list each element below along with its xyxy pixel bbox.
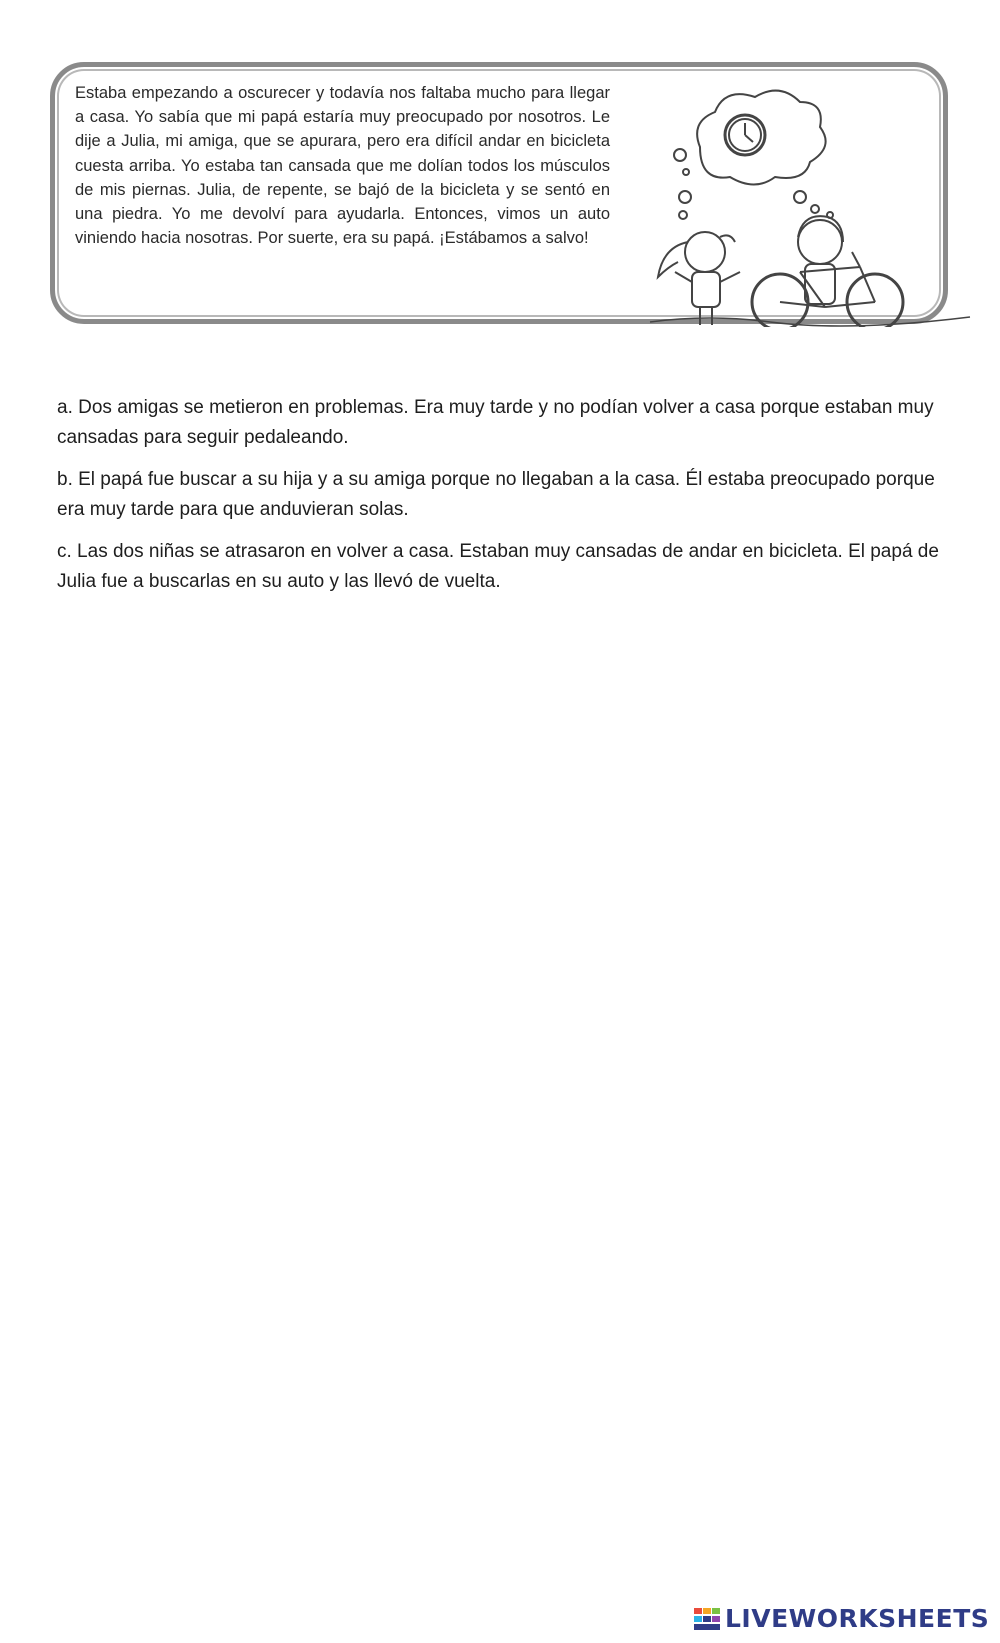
girls-with-bicycle-illustration [620,87,990,327]
option-c: c. Las dos niñas se atrasaron en volver a casa. Estaban muy cansadas de andar en bicicleta. El papá de Julia fue a buscarlas en su auto y las llevó de vuelta. [57,541,939,592]
option-a: a. Dos amigas se metieron en problemas. Era muy tarde y no podían volver a casa porque estaban muy cansadas para seguir pedaleando. [57,397,934,448]
liveworksheets-logo-icon [693,1604,721,1632]
option-b: b. El papá fue buscar a su hija y a su amiga porque no llegaban a la casa. Él estaba preocupado porque era muy tarde para que anduvieran solas. [57,469,935,520]
liveworksheets-brand: LIVEWORKSHEETS [725,1603,990,1633]
liveworksheets-logo [693,1602,989,1634]
story-box [50,62,948,324]
answer-options [57,393,957,609]
story-text: Estaba empezando a oscurecer y todavía nos faltaba mucho para llegar a casa. Yo sabía que mi papá estaría muy preocupado por nosotros. Le dije a Julia, mi amiga, que se apurara, pero era difícil andar en bicicleta cuesta arriba. Yo estaba tan cansada que me dolían todos los músculos de mis piernas. Julia, de repente, se bajó de la bicicleta y se sentó en una piedra. Yo me devolví para ayudarla. Entonces, vimos un auto viniendo hacia nosotras. Por suerte, era su papá. ¡Estábamos a salvo! [75,84,610,248]
